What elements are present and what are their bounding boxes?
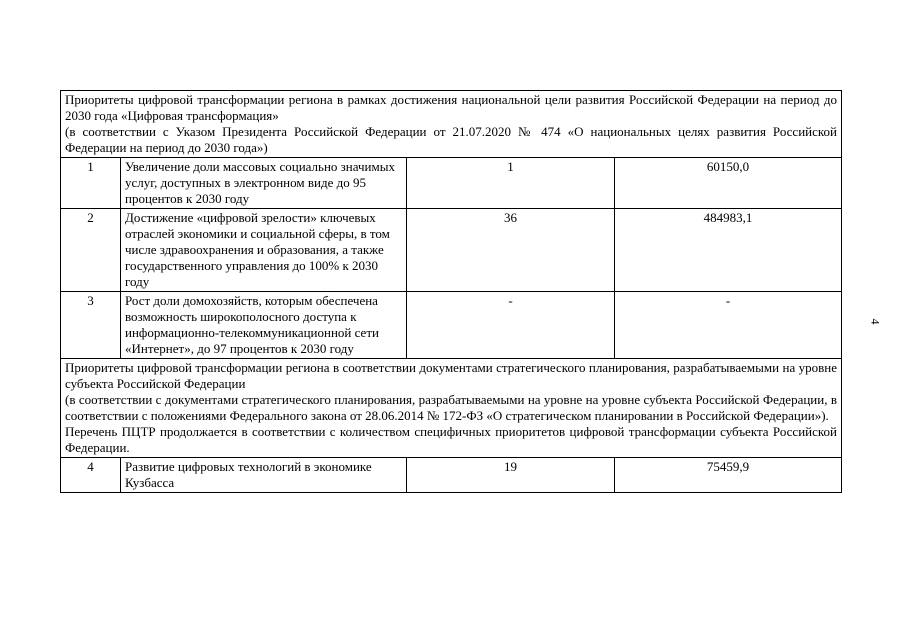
row-number: 2	[61, 209, 121, 292]
section-title: Приоритеты цифровой трансформации региона в соответствии документами стратегического планирования, разрабатываемыми на уровне субъекта Российской Федерации	[65, 360, 837, 391]
row-number: 3	[61, 292, 121, 359]
section-note: (в соответствии с документами стратегического планирования, разрабатываемыми на уровне на уровне субъекта Российской Федерации, в соответствии с положениями Федерального закона от 28.06.2014 № 172-ФЗ «О стратегическом планировании в Российской Федерации»).	[65, 392, 837, 423]
section-header-regional-planning	[61, 359, 842, 458]
section-note: (в соответствии с Указом Президента Российской Федерации от 21.07.2020 № 474 «О национальных целях развития Российской Федерации на период до 2030 года»)	[65, 124, 837, 155]
row-number: 1	[61, 158, 121, 209]
table-row	[61, 458, 842, 493]
row-description: Увеличение доли массовых социально значимых услуг, доступных в электронном виде до 95 процентов к 2030 году	[121, 158, 407, 209]
row-amount: -	[615, 292, 842, 359]
section-header-row	[61, 91, 842, 158]
page-number: 4	[868, 318, 883, 325]
row-amount: 484983,1	[615, 209, 842, 292]
row-amount: 60150,0	[615, 158, 842, 209]
section-header-national-goals	[61, 91, 842, 158]
section-extra-note: Перечень ПЦТР продолжается в соответствии с количеством специфичных приоритетов цифровой трансформации субъекта Российской Федерации.	[65, 424, 837, 455]
row-description: Рост доли домохозяйств, которым обеспечена возможность широкополосного доступа к информационно-телекоммуникационной сети «Интернет», до 97 процентов к 2030 году	[121, 292, 407, 359]
table-row	[61, 209, 842, 292]
priorities-table	[60, 90, 842, 493]
row-description: Развитие цифровых технологий в экономике Кузбасса	[121, 458, 407, 493]
row-number: 4	[61, 458, 121, 493]
section-title: Приоритеты цифровой трансформации региона в рамках достижения национальной цели развития Российской Федерации на период до 2030 года «Цифровая трансформация»	[65, 92, 837, 123]
row-count: 36	[407, 209, 615, 292]
row-count: -	[407, 292, 615, 359]
row-amount: 75459,9	[615, 458, 842, 493]
table-row	[61, 158, 842, 209]
row-description: Достижение «цифровой зрелости» ключевых отраслей экономики и социальной сферы, в том числе здравоохранения и образования, а также государственного управления до 100% к 2030 году	[121, 209, 407, 292]
row-count: 1	[407, 158, 615, 209]
section-header-row	[61, 359, 842, 458]
row-count: 19	[407, 458, 615, 493]
table-row	[61, 292, 842, 359]
